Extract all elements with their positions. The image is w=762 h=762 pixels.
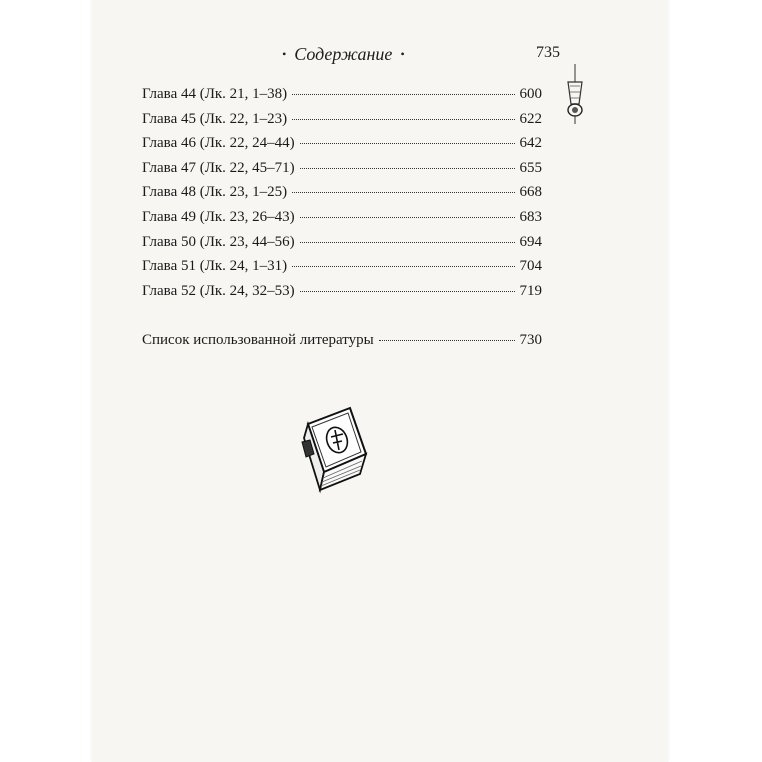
toc-entry — [142, 111, 542, 136]
toc-entry — [142, 258, 542, 283]
toc-entry — [142, 184, 542, 209]
hanging-lamp-icon — [562, 64, 588, 130]
dot-leader — [300, 291, 515, 292]
dot-leader — [292, 266, 514, 267]
toc-entry-page: 642 — [519, 135, 542, 152]
toc-entry-page: 600 — [519, 86, 542, 102]
toc-entry-page: 704 — [519, 258, 542, 275]
toc-entry — [142, 160, 542, 185]
toc-entry-title: Глава 50 (Лк. 23, 44–56) — [142, 233, 295, 250]
dot-leader — [292, 192, 514, 193]
header-ornament-left: • — [282, 47, 287, 61]
dot-leader — [300, 168, 515, 169]
toc-entry-page: 668 — [519, 184, 542, 201]
table-of-contents — [142, 86, 542, 357]
header-ornament-right: • — [400, 47, 405, 61]
toc-entry-page: 719 — [519, 282, 542, 299]
toc-entry — [142, 234, 542, 259]
toc-entry-title: Глава 45 (Лк. 22, 1–23) — [142, 110, 288, 127]
toc-entry — [142, 283, 542, 308]
book-page — [92, 0, 668, 762]
dot-leader — [292, 94, 514, 95]
toc-entry-page: 622 — [519, 110, 542, 127]
dot-leader — [300, 242, 515, 243]
toc-entry-page: 694 — [519, 233, 542, 250]
toc-entry-title: Глава 49 (Лк. 23, 26–43) — [142, 208, 295, 225]
toc-entry-page: 683 — [519, 208, 542, 225]
header-title: Содержание — [294, 44, 393, 64]
toc-entry — [142, 209, 542, 234]
dot-leader — [292, 119, 514, 120]
page-number: 735 — [536, 44, 560, 61]
toc-entry-title: Глава 46 (Лк. 22, 24–44) — [142, 135, 295, 152]
toc-entry-title: Глава 47 (Лк. 22, 45–71) — [142, 159, 295, 176]
toc-entry-page: 655 — [519, 159, 542, 176]
dot-leader — [300, 217, 515, 218]
toc-entry-page: 730 — [519, 332, 542, 349]
toc-entry-title: Глава 51 (Лк. 24, 1–31) — [142, 258, 288, 275]
toc-entry-title: Глава 48 (Лк. 23, 1–25) — [142, 184, 288, 201]
toc-entry-bibliography — [142, 332, 542, 357]
toc-entry-title: Глава 44 (Лк. 21, 1–38) — [142, 86, 288, 102]
gospel-book-icon — [298, 402, 374, 502]
toc-entry-title: Список использованной литературы — [142, 332, 374, 349]
toc-entry — [142, 135, 542, 160]
dot-leader — [300, 143, 515, 144]
dot-leader — [379, 340, 515, 341]
toc-entry — [142, 86, 542, 111]
toc-entry-title: Глава 52 (Лк. 24, 32–53) — [142, 282, 295, 299]
running-header — [282, 44, 405, 65]
